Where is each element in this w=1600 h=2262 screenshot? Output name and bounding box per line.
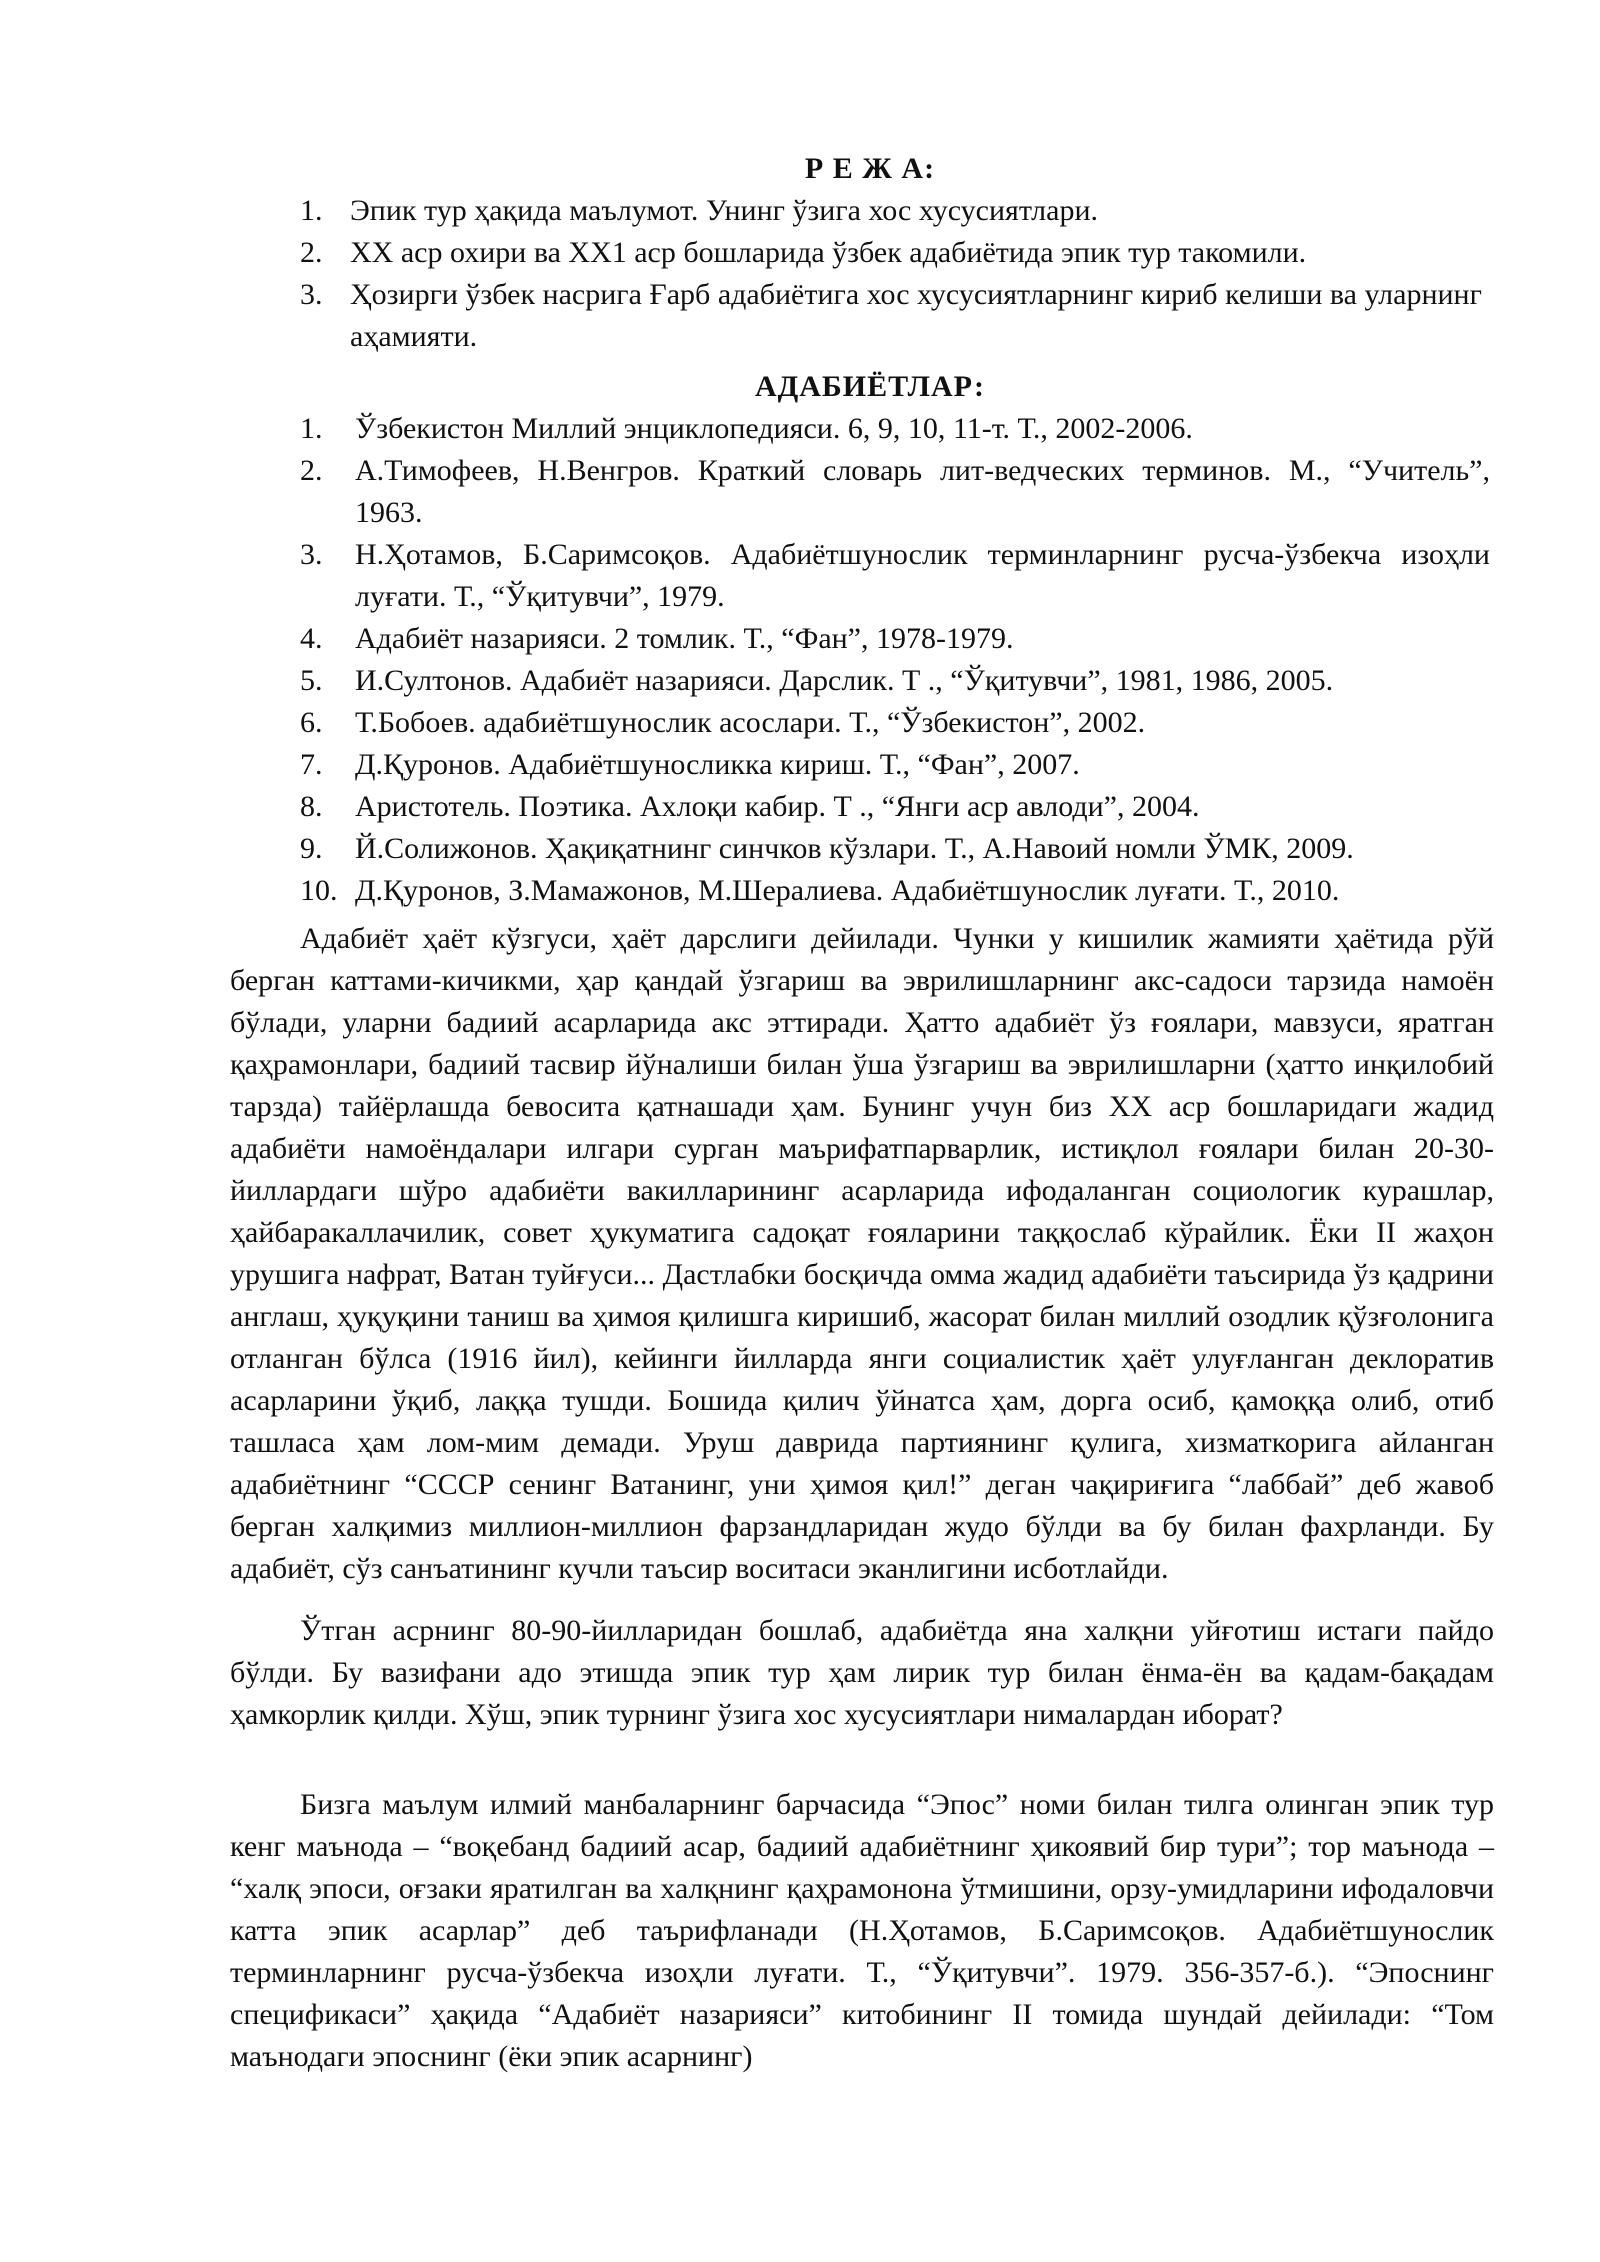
literature-item-text: Й.Солижонов. Ҳақиқатнинг синчков кўзлари. Т., А.Навоий номли ЎМК, 2009. xyxy=(355,832,1354,865)
literature-item xyxy=(300,870,1490,912)
literature-item xyxy=(300,534,1490,618)
literature-item-text: Н.Ҳотамов, Б.Саримсоқов. Адабиётшунослик терминларнинг русча-ўзбекча изоҳли луғати. Т., “Ўқитувчи”, 1979. xyxy=(355,538,1490,613)
literature-item xyxy=(300,786,1490,828)
body-paragraph: Ўтган асрнинг 80-90-йилларидан бошлаб, адабиётда яна халқни уйғотиш истаги пайдо бўлди. Бу вазифани адо этишда эпик тур ҳам лирик тур билан ёнма-ён ва қадам-бақадам ҳамкорлик қилди. Хўш, эпик турнинг ўзига хос хусусиятлари нималардан иборат? xyxy=(230,1614,1494,1731)
plan-item xyxy=(300,274,1490,358)
literature-item-number: 2. xyxy=(300,454,323,487)
literature-item-number: 1. xyxy=(300,412,323,445)
literature-item-text: Адабиёт назарияси. 2 томлик. Т., “Фан”, 1978-1979. xyxy=(355,622,1014,655)
literature-item xyxy=(300,660,1490,702)
literature-item xyxy=(300,618,1490,660)
literature-item-text: Аристотель. Поэтика. Ахлоқи кабир. Т ., “Янги аср авлоди”, 2004. xyxy=(355,790,1200,823)
plan-item-text: Ҳозирги ўзбек насрига Ғарб адабиётига хос хусусиятларнинг кириб келиши ва уларнинг аҳамияти. xyxy=(350,278,1482,353)
literature-item-text: Т.Бобоев. адабиётшунослик асослари. Т., “Ўзбекистон”, 2002. xyxy=(355,706,1146,739)
literature-item xyxy=(300,450,1490,534)
plan-item-text: XX аср охири ва XX1 аср бошларида ўзбек адабиётида эпик тур такомили. xyxy=(350,236,1307,269)
literature-item-number: 4. xyxy=(300,622,323,655)
plan-item-number: 1. xyxy=(300,194,323,227)
plan-heading: Р Е Ж А: xyxy=(804,152,936,185)
literature-item-number: 9. xyxy=(300,832,323,865)
plan-item-text: Эпик тур ҳақида маълумот. Унинг ўзига хос хусусиятлари. xyxy=(350,194,1099,227)
literature-list xyxy=(300,408,1490,912)
literature-item xyxy=(300,702,1490,744)
plan-item xyxy=(300,190,1490,232)
literature-item-number: 8. xyxy=(300,790,323,823)
plan-item xyxy=(300,232,1490,274)
literature-item-number: 3. xyxy=(300,538,323,571)
literature-item-text: Д.Қуронов. Адабиётшуносликка кириш. Т., “Фан”, 2007. xyxy=(355,748,1080,781)
literature-item xyxy=(300,828,1490,870)
literature-item-number: 6. xyxy=(300,706,323,739)
plan-item-number: 2. xyxy=(300,236,323,269)
literature-item xyxy=(300,408,1490,450)
plan-item-number: 3. xyxy=(300,278,323,311)
literature-item xyxy=(300,744,1490,786)
literature-item-number: 5. xyxy=(300,664,323,697)
literature-item-text: Д.Қуронов, З.Мамажонов, М.Шералиева. Адабиётшунослик луғати. Т., 2010. xyxy=(355,874,1340,907)
plan-list xyxy=(300,190,1490,358)
literature-heading: АДАБИЁТЛАР: xyxy=(754,370,986,403)
literature-item-number: 7. xyxy=(300,748,323,781)
literature-item-text: И.Султонов. Адабиёт назарияси. Дарслик. Т ., “Ўқитувчи”, 1981, 1986, 2005. xyxy=(355,664,1334,697)
literature-item-text: Ўзбекистон Миллий энциклопедияси. 6, 9, 10, 11-т. Т., 2002-2006. xyxy=(355,412,1193,445)
literature-item-number: 10. xyxy=(300,874,338,907)
body-paragraph: Бизга маълум илмий манбаларнинг барчасида “Эпос” номи билан тилга олинган эпик тур кенг маънода – “воқебанд бадиий асар, бадиий адабиётнинг ҳикоявий бир тури”; тор маънода – “халқ эпоси, оғзаки яратилган ва халқнинг қаҳрамонона ўтмишини, орзу-умидларини ифодаловчи катта эпик асарлар” деб таърифланади (Н.Ҳотамов, Б.Саримсоқов. Адабиётшунослик терминларнинг русча-ўзбекча изоҳли луғати. Т., “Ўқитувчи”. 1979. 356-357-б.). “Эпоснинг спецификаси” ҳақида “Адабиёт назарияси” китобининг II томида шундай дейилади: “Том маънодаги эпоснинг (ёки эпик асарнинг) xyxy=(230,1788,1494,2073)
literature-item-text: А.Тимофеев, Н.Венгров. Краткий словарь лит-ведческих терминов. М., “Учитель”, 1963. xyxy=(355,454,1490,529)
body-paragraph: Адабиёт ҳаёт кўзгуси, ҳаёт дарслиги дейилади. Чунки у кишилик жамияти ҳаётида рўй берган каттами-кичикми, ҳар қандай ўзгариш ва эврилишларнинг акс-садоси тарзида намоён бўлади, уларни бадиий асарларида акс эттиради. Ҳатто адабиёт ўз ғоялари, мавзуси, яратган қаҳрамонлари, бадиий тасвир йўналиши билан ўша ўзгариш ва эврилишларни (ҳатто инқилобий тарзда) тайёрлашда бевосита қатнашади ҳам. Бунинг учун биз XX аср бошларидаги жадид адабиёти намоёндалари илгари сурган маърифатпарварлик, истиқлол ғоялари билан 20-30-йиллардаги шўро адабиёти вакилларининг асарларида ифодаланган социологик курашлар, ҳайбаракаллачилик, совет ҳукуматига садоқат ғояларини таққослаб кўрайлик. Ёки II жаҳон урушига нафрат, Ватан туйғуси... Дастлабки босқичда омма жадид адабиёти таъсирида ўз қадрини англаш, ҳуқуқини таниш ва ҳимоя қилишга киришиб, жасорат билан миллий озодлик қўзғолонига отланган бўлса (1916 йил), кейинги йилларда янги социалистик ҳаёт улуғланган деклоратив асарларини ўқиб, лаққа тушди. Бошида қилич ўйнатса ҳам, дорга осиб, қамоққа олиб, отиб ташласа ҳам лом-мим демади. Уруш даврида партиянинг қулига, хизматкорига айланган адабиётнинг “СССР сенинг Ватанинг, уни ҳимоя қил!” деган чақириғига “лаббай” деб жавоб берган халқимиз миллион-миллион фарзандларидан жудо бўлди ва бу билан фахрланди. Бу адабиёт, сўз санъатининг кучли таъсир воситаси эканлигини исботлайди. xyxy=(230,922,1494,1585)
